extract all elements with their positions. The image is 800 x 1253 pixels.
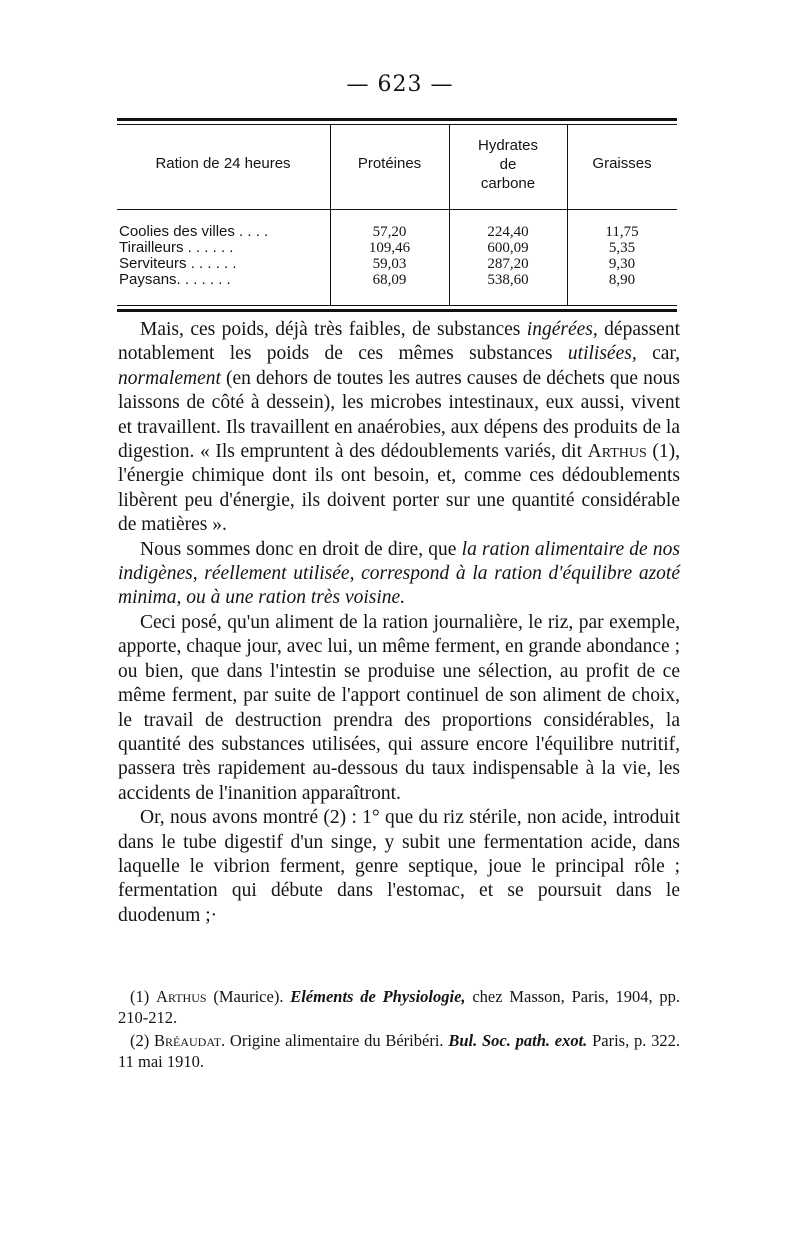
italic-term: utilisées, [567, 343, 637, 365]
cell-graisses: 11,75 [605, 224, 639, 240]
paragraph-text: (1), l'énergie chimique dont ils ont besoin, et, comme ces dédoublements libèrent peu d'énergie, ils doivent porter sur une quantité considérable de matières ». [118, 441, 680, 536]
cell-proteines: 57,20 [372, 224, 407, 240]
cell-hydrates: 224,40 [487, 224, 529, 240]
header-hydrates-line3: carbone [480, 175, 536, 192]
paragraph-text: dépassent notablement les poids de ces mêmes substances [118, 319, 680, 365]
paragraph-4: Or, nous avons montré (2) : 1° que du riz stérile, non acide, introduit dans le tube digestif d'un singe, y subit une fermentation acide, dans laquelle le vibrion ferment, genre septique, joue le principal rôle ; fermentation qui débute dans l'estomac, et se poursuit dans le duodenum ;· [118, 807, 680, 926]
row-label-coolies: Coolies des villes . . . . [119, 223, 269, 240]
paragraph-text: (en dehors de toutes les autres causes de déchets que nous laissons de côté à dessein), les microbes intestinaux, eux aussi, vivent et travaillent. Ils travaillent en anaérobies, aux dépens des produits de la digestion. « Ils empruntent à des dédoublements variés, dit [118, 367, 680, 463]
italic-term: ingérées, [526, 319, 598, 340]
paragraph-text: Nous sommes donc en droit de dire, que [140, 538, 462, 560]
paragraph-2 [118, 538, 680, 611]
cell-hydrates: 287,20 [487, 256, 529, 272]
cell-hydrates: 600,09 [487, 240, 529, 256]
footnote-title: Eléments de Physiologie, [290, 987, 466, 1006]
cell-proteines: 68,09 [372, 272, 407, 288]
footnote-author: Bréaudat [154, 1031, 222, 1050]
table-header-rule [117, 209, 677, 210]
cell-graisses: 5,35 [608, 240, 636, 256]
row-label-paysans: Paysans. . . . . . . [119, 271, 231, 288]
paragraph-text: Mais, ces poids, déjà très faibles, de substances [140, 319, 527, 340]
footnotes [118, 986, 680, 1074]
paragraph-3: Ceci posé, qu'un aliment de la ration journalière, le riz, par exemple, apporte, chaque jour, avec lui, un même ferment, en grande abondance ; ou bien, que dans l'intestin se produise une sélection, au profit de ce même ferment, par suite de l'apport continuel de son aliment de choix, le travail de destruction prendra des proportions considérables, la quantité des substances utilisées, qui assure encore l'équilibre nutritif, passera très rapidement au-dessous du taux indispensable à la vie, les accidents de l'inanition apparaîtront. [118, 611, 680, 804]
body-text [118, 318, 680, 928]
page-number: — 623 — [346, 72, 454, 97]
italic-statement: la ration alimentaire de nos indigènes, réellement utilisée, correspond à la ration d'équilibre azoté minima, ou à une ration très voisine. [118, 538, 681, 609]
header-proteines: Protéines [357, 155, 422, 172]
italic-term: normalement [118, 367, 221, 389]
paragraph-text: car, [636, 343, 680, 365]
table-bottom-rule-thin [117, 305, 677, 306]
row-label-serviteurs: Serviteurs . . . . . . [119, 255, 237, 272]
footnote-1 [118, 986, 680, 1028]
cell-graisses: 8,90 [608, 272, 636, 288]
paragraph-1 [118, 318, 680, 538]
footnote-title: Bul. Soc. path. exot. [448, 1031, 588, 1050]
header-hydrates [449, 136, 567, 193]
table-bottom-rule [117, 309, 677, 312]
footnote-number: (2) [130, 1031, 155, 1050]
cell-proteines: 109,46 [368, 240, 411, 256]
footnote-2 [118, 1030, 680, 1072]
header-hydrates-line1: Hydrates [477, 137, 539, 154]
cell-proteines: 59,03 [372, 256, 407, 272]
header-hydrates-line2: de [499, 156, 517, 173]
footnote-text: chez Masson, Paris, 1904, pp. 210-212. [118, 987, 681, 1027]
header-ration: Ration de 24 heures [155, 155, 291, 172]
footnote-text: . Origine alimentaire du Béribéri. [221, 1031, 449, 1050]
header-graisses: Graisses [592, 155, 652, 172]
row-label-tirailleurs: Tirailleurs . . . . . . [119, 239, 234, 256]
author-name: Arthus [587, 441, 647, 463]
table-top-rule-thin [117, 124, 677, 125]
footnote-number: (1) [130, 987, 157, 1006]
footnote-text: Paris, p. 322. 11 mai 1910. [118, 1031, 680, 1071]
cell-graisses: 9,30 [608, 256, 636, 272]
cell-hydrates: 538,60 [487, 272, 529, 288]
footnote-text: (Maurice). [206, 987, 291, 1006]
table-top-rule [117, 118, 677, 121]
footnote-author: Arthus [156, 987, 207, 1006]
